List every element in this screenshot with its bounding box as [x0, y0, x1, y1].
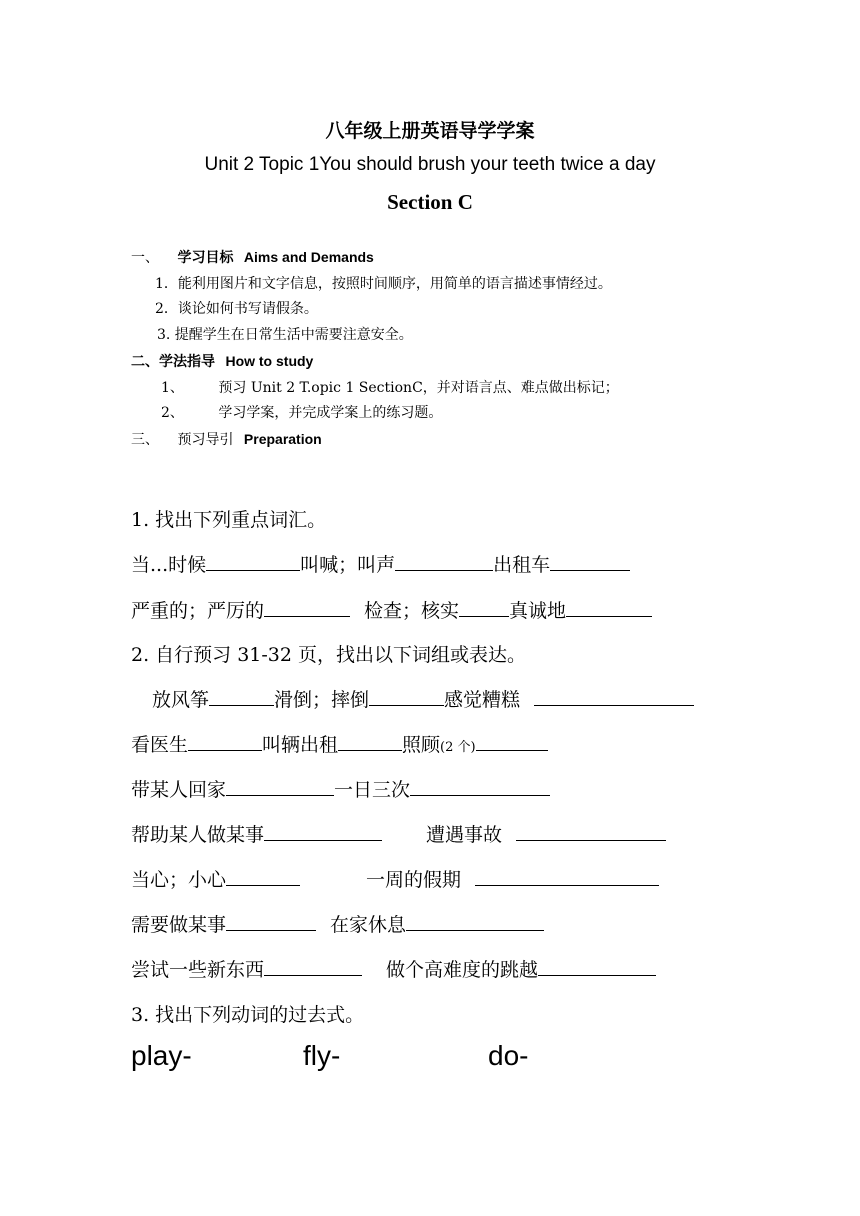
- aims-heading-cn: 学习目标: [177, 249, 234, 265]
- ex2-label-three-times: 一日三次: [334, 779, 411, 801]
- prep-heading: [131, 429, 322, 449]
- how-heading-cn: 二、学法指导: [131, 353, 215, 369]
- ex2-label-hard-jump: 做个高难度的跳越: [386, 959, 539, 981]
- ex2-label-need-to: 需要做某事: [131, 914, 227, 936]
- ex2-label-accident: 遭遇事故: [426, 824, 503, 846]
- answer-blank[interactable]: [188, 732, 262, 751]
- answer-blank[interactable]: [534, 687, 694, 706]
- verb-play: play-: [131, 1040, 192, 1071]
- aims-item-3: 3. 提醒学生在日常生活中需要注意安全。: [157, 327, 413, 343]
- ex1-row-1: [131, 550, 630, 577]
- ex2-title: 2. 自行预习 31-32 页，找出以下词组或表达。: [131, 644, 527, 666]
- ex2-label-take-home: 带某人回家: [131, 779, 227, 801]
- ex1-row-2: [131, 596, 652, 623]
- answer-blank[interactable]: [264, 957, 362, 976]
- ex2-label-help: 帮助某人做某事: [131, 824, 265, 846]
- ex2-label-try-new: 尝试一些新东西: [131, 959, 265, 981]
- ex2-label-doctor: 看医生: [131, 734, 189, 756]
- answer-blank[interactable]: [338, 732, 402, 751]
- section-title: Section C: [387, 190, 473, 214]
- answer-blank[interactable]: [476, 732, 548, 751]
- ex2-row-2: [131, 730, 548, 757]
- page-title: 八年级上册英语导学学案: [325, 120, 535, 142]
- prep-heading-cn: 预习导引: [177, 432, 234, 448]
- aims-item-2: 2．谈论如何书写请假条。: [155, 301, 318, 317]
- answer-blank[interactable]: [264, 822, 382, 841]
- ex2-label-look-after: 照顾: [402, 734, 441, 756]
- answer-blank[interactable]: [566, 598, 652, 617]
- how-item-2-text: 学习学案，并完成学案上的练习题。: [218, 405, 443, 421]
- ex1-label-shout: 叫喊；叫声: [300, 554, 396, 576]
- ex2-row-7: [131, 955, 656, 982]
- ex2-row-5: [131, 865, 659, 892]
- how-item-2: [161, 402, 442, 422]
- aims-heading: [131, 247, 374, 267]
- answer-blank[interactable]: [459, 598, 509, 617]
- answer-blank[interactable]: [226, 912, 316, 931]
- ex1-label-check: 检查；核实: [364, 600, 460, 622]
- ex2-row-1: [152, 685, 694, 712]
- verb-fly: fly-: [303, 1040, 341, 1071]
- verb-do: do-: [488, 1040, 529, 1071]
- ex3-title: 3. 找出下列动词的过去式。: [131, 1004, 365, 1026]
- ex2-label-kite: 放风筝: [152, 689, 210, 711]
- how-item-2-num: 2、: [161, 405, 184, 421]
- answer-blank[interactable]: [264, 598, 350, 617]
- prep-heading-num: 三、: [131, 432, 159, 448]
- ex1-label-serious: 严重的；严厉的: [131, 600, 265, 622]
- answer-blank[interactable]: [226, 777, 334, 796]
- answer-blank[interactable]: [395, 552, 493, 571]
- ex2-label-week-holiday: 一周的假期: [366, 869, 462, 891]
- answer-blank[interactable]: [209, 687, 274, 706]
- ex2-label-fall: 滑倒；摔倒: [274, 689, 370, 711]
- ex2-row-4: [131, 820, 666, 847]
- answer-blank[interactable]: [206, 552, 300, 571]
- ex1-label-when: 当...时候: [131, 554, 207, 576]
- ex2-label-feel-bad: 感觉糟糕: [444, 689, 521, 711]
- ex2-label-rest-home: 在家休息: [330, 914, 407, 936]
- answer-blank[interactable]: [475, 867, 659, 886]
- ex2-label-two-answers: (2 个): [440, 740, 476, 755]
- ex2-row-3: [131, 775, 550, 802]
- ex1-label-sincerely: 真诚地: [509, 600, 567, 622]
- ex2-label-call-taxi: 叫辆出租: [262, 734, 339, 756]
- aims-heading-en: Aims and Demands: [243, 249, 374, 265]
- how-heading: [131, 351, 313, 371]
- answer-blank[interactable]: [406, 912, 544, 931]
- ex2-label-careful: 当心；小心: [131, 869, 227, 891]
- aims-item-1: 1．能利用图片和文字信息，按照时间顺序，用简单的语言描述事情经过。: [155, 276, 612, 292]
- answer-blank[interactable]: [538, 957, 656, 976]
- ex1-title: 1. 找出下列重点词汇。: [131, 509, 327, 531]
- how-item-1: [161, 377, 619, 397]
- ex1-label-taxi: 出租车: [493, 554, 551, 576]
- answer-blank[interactable]: [550, 552, 630, 571]
- how-item-1-text: 预习 Unit 2 T.opic 1 SectionC，并对语言点、难点做出标记；: [218, 380, 619, 396]
- prep-heading-en: Preparation: [243, 431, 322, 447]
- answer-blank[interactable]: [516, 822, 666, 841]
- how-heading-en: How to study: [225, 353, 314, 369]
- aims-heading-num: 一、: [131, 250, 159, 266]
- unit-subtitle: Unit 2 Topic 1You should brush your teeth twice a day: [204, 154, 656, 175]
- answer-blank[interactable]: [369, 687, 444, 706]
- how-item-1-num: 1、: [161, 380, 184, 396]
- answer-blank[interactable]: [226, 867, 300, 886]
- answer-blank[interactable]: [410, 777, 550, 796]
- ex2-row-6: [131, 910, 544, 937]
